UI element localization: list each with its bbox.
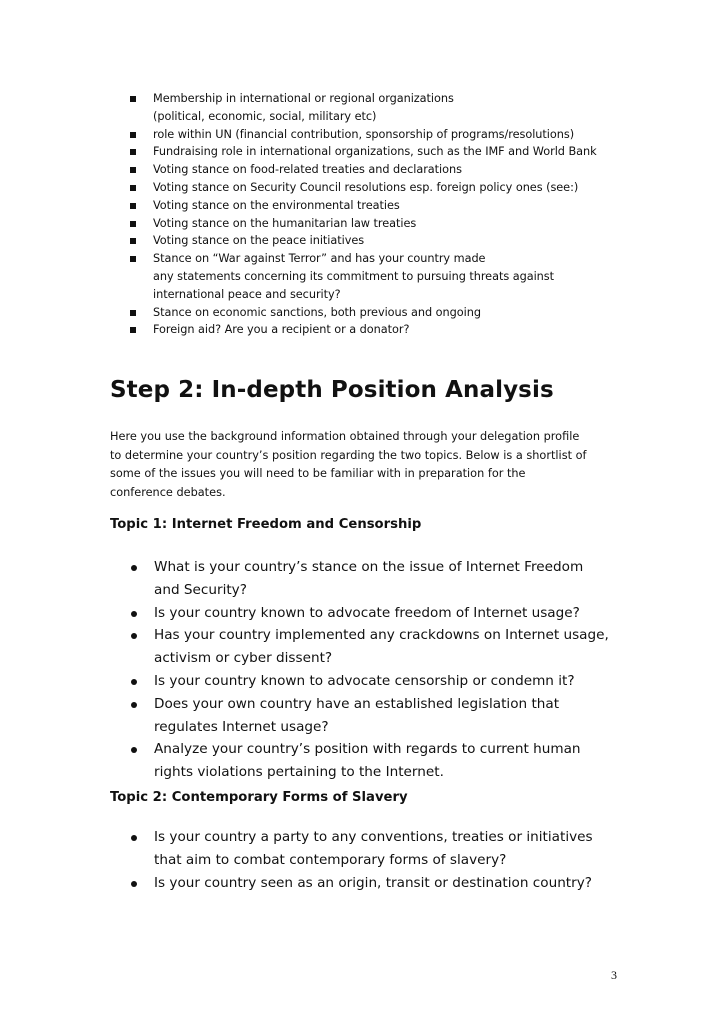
- list-item: Voting stance on Security Council resolutions esp. foreign policy ones (see:): [130, 179, 720, 197]
- list-item: Stance on “War against Terror” and has your country made any statements concerning its commitment to pursuing threats against international peace and security?: [130, 250, 720, 303]
- section-heading: Step 2: In-depth Position Analysis: [110, 377, 554, 403]
- intro-paragraph: Here you use the background information obtained through your delegation profile to determine your country’s position regarding the two topics. Below is a shortlist of some of the issues you will need to be familiar with in preparation for the conference debates.: [110, 430, 587, 499]
- list-item: Foreign aid? Are you a recipient or a donator?: [130, 321, 720, 339]
- list-item: Is your country a party to any conventions, treaties or initiatives that aim to combat contemporary forms of slavery?: [131, 826, 711, 872]
- list-item: Has your country implemented any crackdowns on Internet usage, activism or cyber dissent?: [131, 624, 711, 670]
- list-item: Is your country known to advocate freedom of Internet usage?: [131, 602, 711, 625]
- factors-bullet-list: [130, 90, 720, 339]
- list-item: Voting stance on the humanitarian law treaties: [130, 215, 720, 233]
- page-number: 3: [611, 968, 617, 982]
- list-item: Is your country known to advocate censorship or condemn it?: [131, 670, 711, 693]
- topic-1-question-list: [131, 556, 711, 784]
- list-item: Membership in international or regional organizations (political, economic, social, military etc): [130, 90, 720, 126]
- topic-1-title: Topic 1: Internet Freedom and Censorship: [110, 517, 422, 532]
- list-item: Voting stance on the environmental treaties: [130, 197, 720, 215]
- list-item: role within UN (financial contribution, sponsorship of programs/resolutions): [130, 126, 720, 144]
- topic-2-question-list: [131, 826, 711, 894]
- list-item: Does your own country have an established legislation that regulates Internet usage?: [131, 693, 711, 739]
- list-item: What is your country’s stance on the issue of Internet Freedom and Security?: [131, 556, 711, 602]
- topic-2-title: Topic 2: Contemporary Forms of Slavery: [110, 790, 408, 805]
- list-item: Voting stance on the peace initiatives: [130, 232, 720, 250]
- list-item: Fundraising role in international organizations, such as the IMF and World Bank: [130, 143, 720, 161]
- list-item: Voting stance on food-related treaties and declarations: [130, 161, 720, 179]
- list-item: Stance on economic sanctions, both previous and ongoing: [130, 304, 720, 322]
- list-item: Analyze your country’s position with regards to current human rights violations pertaining to the Internet.: [131, 738, 711, 784]
- list-item: Is your country seen as an origin, transit or destination country?: [131, 872, 711, 895]
